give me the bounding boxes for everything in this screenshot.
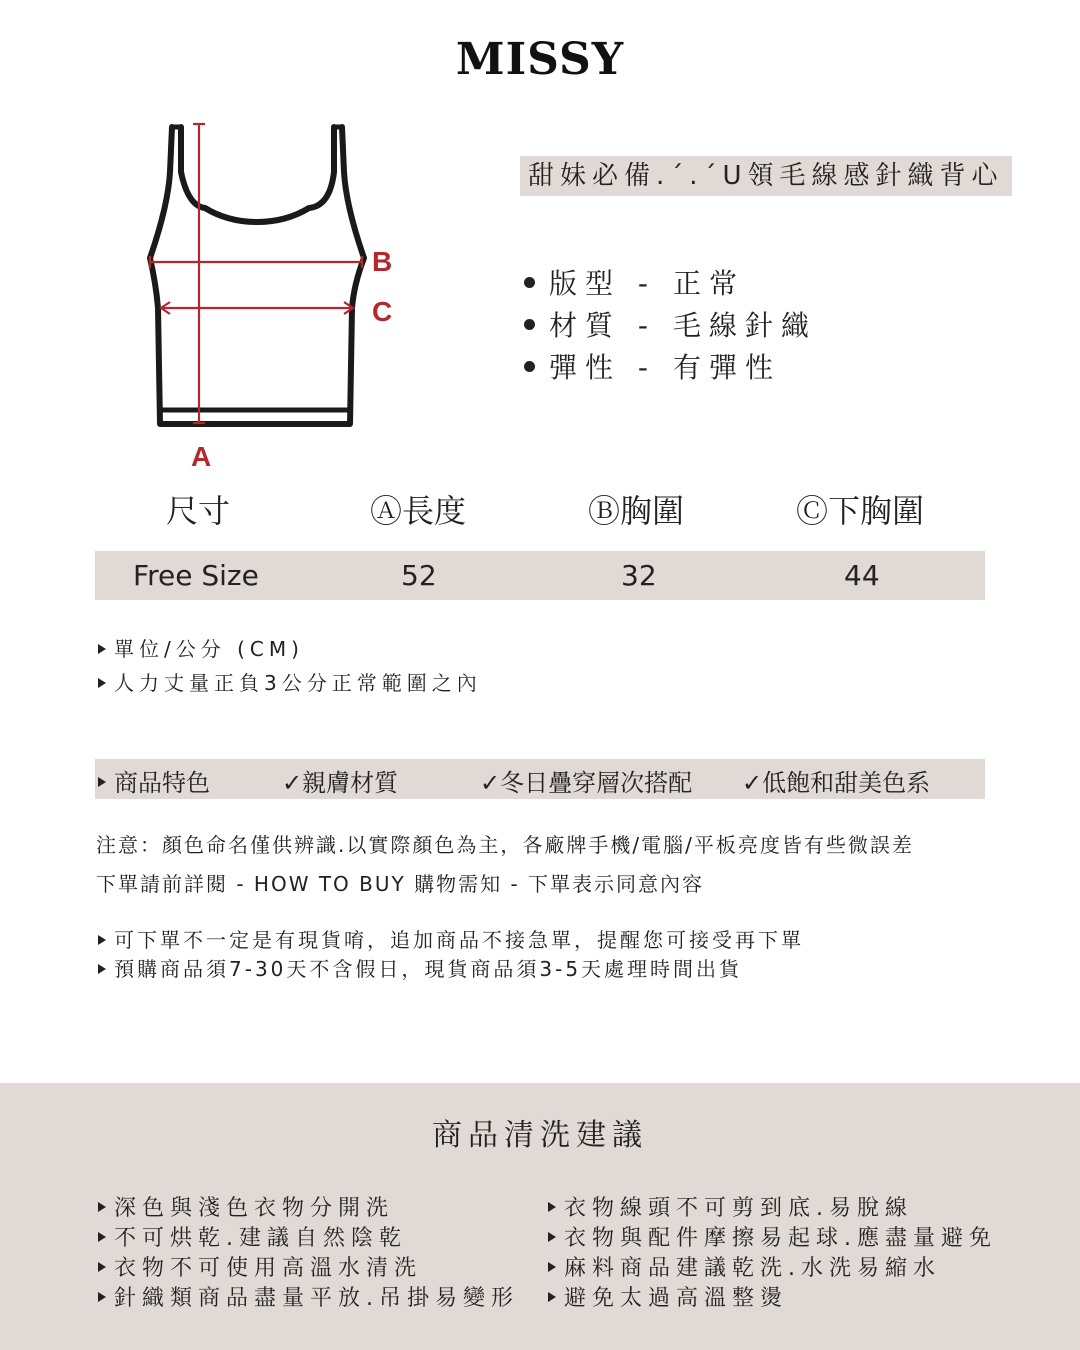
care-title: 商品清洗建議 — [432, 1118, 648, 1153]
order-note: 預購商品須7-30天不含假日，現貨商品須3-5天處理時間出貨 — [98, 953, 742, 982]
order-note: 可下單不一定是有現貨唷，追加商品不接急單，提醒您可接受再下單 — [98, 924, 804, 953]
size-note-tolerance: 人力丈量正負3公分正常範圍之內 — [98, 667, 482, 696]
size-header-underbust: Ⓒ下胸圍 — [796, 492, 925, 530]
label-c: C — [372, 296, 393, 327]
size-cell-length: 52 — [401, 559, 437, 592]
care-item: 深色與淺色衣物分開洗 — [98, 1191, 394, 1222]
label-b: B — [372, 246, 393, 277]
size-cell-bust: 32 — [621, 559, 657, 592]
triangle-bullet-icon — [98, 777, 106, 787]
size-note-unit: 單位/公分 (CM) — [98, 633, 304, 662]
spec-fit: 版型 - 正常 — [524, 262, 745, 302]
triangle-bullet-icon — [98, 1292, 106, 1302]
size-header-size: 尺寸 — [166, 492, 231, 530]
triangle-bullet-icon — [548, 1232, 556, 1242]
care-item: 避免太過高溫整燙 — [548, 1281, 788, 1312]
bullet-dot-icon — [524, 361, 535, 372]
care-item: 衣物不可使用高溫水清洗 — [98, 1251, 422, 1282]
feature-item: ✓親膚材質 — [282, 769, 399, 797]
triangle-bullet-icon — [98, 678, 106, 688]
brand-logo: MISSY — [455, 34, 625, 85]
triangle-bullet-icon — [98, 1262, 106, 1272]
tank-top-outline — [150, 127, 364, 424]
feature-label: 商品特色 — [98, 763, 210, 798]
size-cell-underbust: 44 — [844, 559, 880, 592]
size-header-length: Ⓐ長度 — [370, 492, 467, 530]
bullet-dot-icon — [524, 277, 535, 288]
spec-elasticity: 彈性 - 有彈性 — [524, 346, 781, 386]
triangle-bullet-icon — [548, 1262, 556, 1272]
triangle-bullet-icon — [98, 1232, 106, 1242]
spec-material: 材質 - 毛線針織 — [524, 304, 817, 344]
feature-item: ✓冬日疊穿層次搭配 — [480, 769, 693, 797]
care-item: 不可烘乾.建議自然陰乾 — [98, 1221, 407, 1252]
care-item: 衣物線頭不可剪到底.易脫線 — [548, 1191, 913, 1222]
triangle-bullet-icon — [548, 1292, 556, 1302]
care-item: 針織類商品盡量平放.吊掛易變形 — [98, 1281, 519, 1312]
size-header-bust: Ⓑ胸圍 — [588, 492, 685, 530]
care-item: 麻料商品建議乾洗.水洗易縮水 — [548, 1251, 941, 1282]
tank-top-measurement-diagram — [140, 115, 410, 475]
triangle-bullet-icon — [98, 644, 106, 654]
bullet-dot-icon — [524, 319, 535, 330]
triangle-bullet-icon — [548, 1202, 556, 1212]
feature-item: ✓低飽和甜美色系 — [742, 769, 931, 797]
product-title: 甜妹必備.ˊ.ˊU領毛線感針織背心 — [520, 156, 1012, 196]
size-cell-name: Free Size — [133, 559, 259, 592]
notice-how-to-buy: 下單請前詳閱 - HOW TO BUY 購物需知 - 下單表示同意內容 — [96, 872, 705, 896]
notice-color: 注意：顏色命名僅供辨識.以實際顏色為主，各廠牌手機/電腦/平板亮度皆有些微誤差 — [96, 833, 914, 857]
label-a: A — [191, 441, 212, 472]
triangle-bullet-icon — [98, 964, 106, 974]
triangle-bullet-icon — [98, 1202, 106, 1212]
care-item: 衣物與配件摩擦易起球.應盡量避免 — [548, 1221, 997, 1252]
triangle-bullet-icon — [98, 935, 106, 945]
